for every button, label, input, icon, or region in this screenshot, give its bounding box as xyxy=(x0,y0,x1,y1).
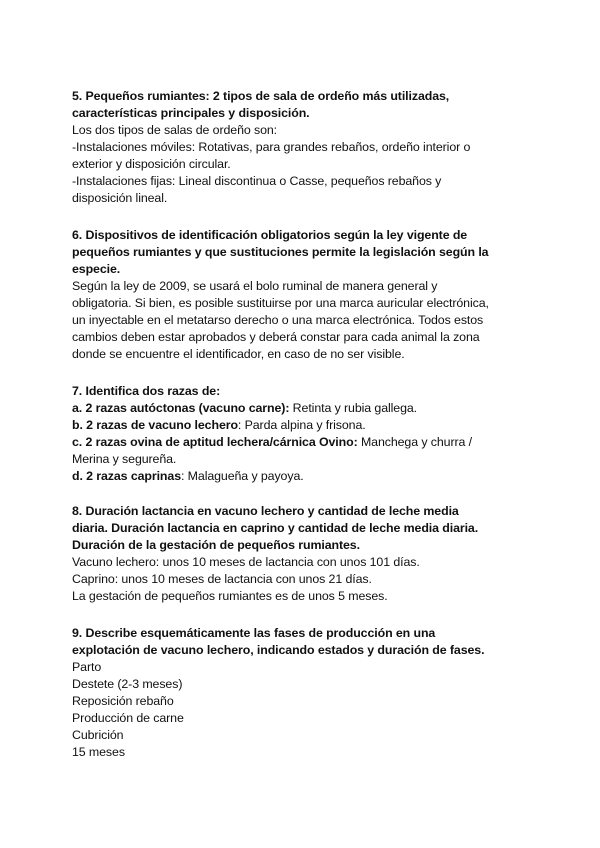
question-9 xyxy=(72,625,540,761)
answer-9-line: Parto xyxy=(72,660,102,674)
answer-9-line: 15 meses xyxy=(72,745,125,759)
answer-9-line: Destete (2-3 meses) xyxy=(72,677,183,691)
question-6-title-line: 6. Dispositivos de identificación obligatorios según la ley vigente de xyxy=(72,228,468,242)
question-6 xyxy=(72,227,540,363)
answer-7-item-b xyxy=(72,417,540,434)
question-7-title: 7. Identifica dos razas de: xyxy=(72,384,221,398)
answer-9-line: Reposición rebaño xyxy=(72,694,174,708)
question-9-title-line: explotación de vacuno lechero, indicando estados y duración de fases. xyxy=(72,643,485,657)
answer-6-line: obligatoria. Si bien, es posible sustituirse por una marca auricular electrónica, xyxy=(72,296,489,310)
item-b-label: b. 2 razas de vacuno lechero xyxy=(72,418,238,432)
answer-7-item-a xyxy=(72,400,540,417)
question-8-title-line: diaria. Duración lactancia en caprino y cantidad de leche media diaria. xyxy=(72,521,479,535)
answer-8-line: La gestación de pequeños rumiantes es de unos 5 meses. xyxy=(72,589,388,603)
answer-7-item-d xyxy=(72,468,540,485)
item-a-text: Retinta y rubia gallega. xyxy=(289,401,418,415)
question-5 xyxy=(72,88,540,207)
question-5-title-line: 5. Pequeños rumiantes: 2 tipos de sala de ordeño más utilizadas, xyxy=(72,89,450,103)
question-7 xyxy=(72,383,540,485)
question-8 xyxy=(72,503,540,605)
question-6-title-line: especie. xyxy=(72,262,121,276)
question-8-title-line: Duración de la gestación de pequeños rumiantes. xyxy=(72,538,360,552)
answer-6-line: donde se encuentre el identificador, en caso de no ser visible. xyxy=(72,347,405,361)
item-d-text: : Malagueña y payoya. xyxy=(181,469,304,483)
answer-7-item-c xyxy=(72,434,540,451)
item-c-text: Manchega y churra / xyxy=(357,435,473,449)
answer-6-line: cambios deben estar aprobados y deberá constar para cada animal la zona xyxy=(72,330,480,344)
answer-5-line: exterior y disposición circular. xyxy=(72,157,231,171)
question-9-title-line: 9. Describe esquemáticamente las fases de producción en una xyxy=(72,626,436,640)
answer-6-line: Según la ley de 2009, se usará el bolo ruminal de manera general y xyxy=(72,279,438,293)
answer-5-line: disposición lineal. xyxy=(72,191,168,205)
item-b-text: : Parda alpina y frisona. xyxy=(237,418,366,432)
answer-7-item-c-cont: Merina y segureña. xyxy=(72,452,177,466)
question-5-title-line: características principales y disposición. xyxy=(72,106,310,120)
answer-5-line: -Instalaciones fijas: Lineal discontinua o Casse, pequeños rebaños y xyxy=(72,174,442,188)
answer-9-line: Producción de carne xyxy=(72,711,184,725)
question-8-title-line: 8. Duración lactancia en vacuno lechero y cantidad de leche media xyxy=(72,504,459,518)
item-d-label: d. 2 razas caprinas xyxy=(72,469,181,483)
item-c-label: c. 2 razas ovina de aptitud lechera/cárnica Ovino: xyxy=(72,435,358,449)
answer-9-line: Cubrición xyxy=(72,728,124,742)
answer-8-line: Vacuno lechero: unos 10 meses de lactancia con unos 101 días. xyxy=(72,555,420,569)
question-6-title-line: pequeños rumiantes y que sustituciones permite la legislación según la xyxy=(72,245,489,259)
answer-5-line: Los dos tipos de salas de ordeño son: xyxy=(72,123,278,137)
item-a-label: a. 2 razas autóctonas (vacuno carne): xyxy=(72,401,290,415)
answer-8-line: Caprino: unos 10 meses de lactancia con unos 21 días. xyxy=(72,572,372,586)
answer-5-line: -Instalaciones móviles: Rotativas, para grandes rebaños, ordeño interior o xyxy=(72,140,471,154)
answer-6-line: un inyectable en el metatarso derecho o una marca electrónica. Todos estos xyxy=(72,313,484,327)
